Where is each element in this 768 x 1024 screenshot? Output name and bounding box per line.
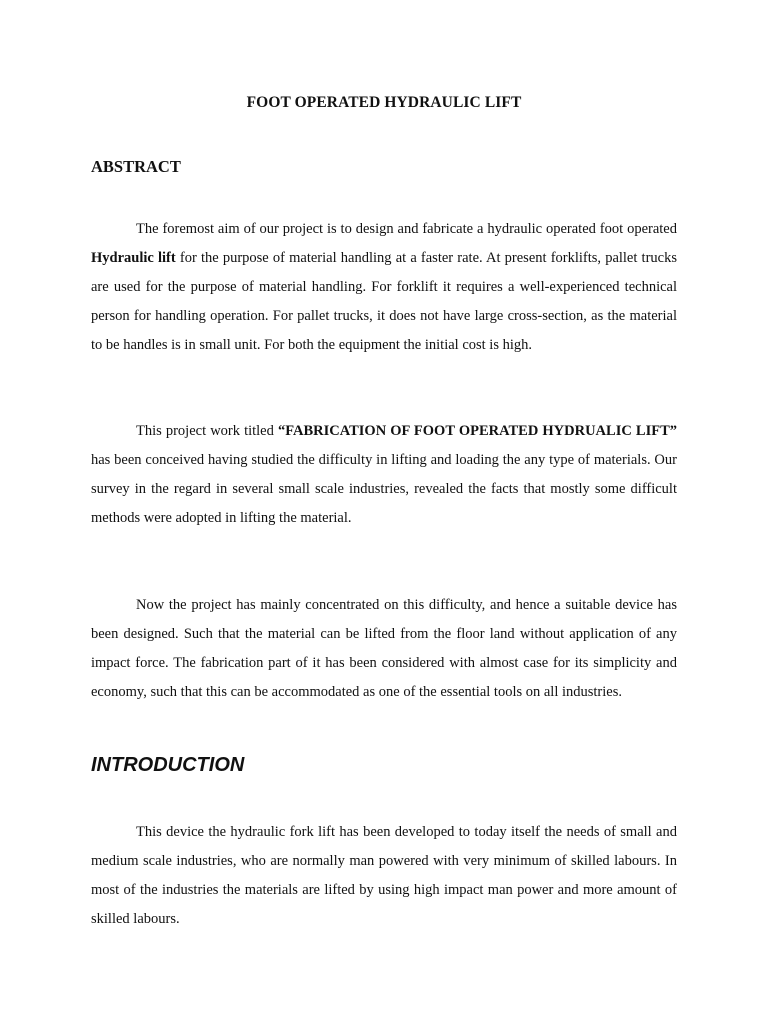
abstract-paragraph-2-text-b: has been conceived having studied the difficulty in lifting and loading the any type of materials. Our survey in the regard in several small scale industries, revealed the facts that mostly some difficult methods were adopted in lifting the material. bbox=[91, 452, 677, 526]
abstract-heading: ABSTRACT bbox=[91, 157, 181, 176]
abstract-paragraph-2-bold: “FABRICATION OF FOOT OPERATED HYDRUALIC LIFT” bbox=[277, 423, 677, 439]
abstract-paragraph-2-text-a: This project work titled bbox=[136, 423, 278, 439]
introduction-heading: INTRODUCTION bbox=[91, 754, 245, 776]
abstract-paragraph-1-bold: Hydraulic lift bbox=[91, 250, 176, 266]
abstract-paragraph-1 bbox=[91, 215, 677, 360]
document-title: FOOT OPERATED HYDRAULIC LIFT bbox=[246, 94, 522, 111]
introduction-paragraph-1: This device the hydraulic fork lift has been developed to today itself the needs of small and medium scale industries, who are normally man powered with very minimum of skilled labours. In most of the industries the materials are lifted by using high impact man power and more amount of skilled labours. bbox=[91, 824, 677, 927]
abstract-paragraph-3: Now the project has mainly concentrated on this difficulty, and hence a suitable device has been designed. Such that the material can be lifted from the floor land without application of any impact force. The fabrication part of it has been considered with almost case for its simplicity and economy, such that this can be accommodated as one of the essential tools on all industries. bbox=[91, 597, 677, 700]
abstract-paragraph-1-text-a: The foremost aim of our project is to design and fabricate a hydraulic operated foot operated bbox=[136, 221, 677, 237]
abstract-paragraph-1-text-b: for the purpose of material handling at a faster rate. At present forklifts, pallet trucks are used for the purpose of material handling. For forklift it requires a well-experienced technical person for handling operation. For pallet trucks, it does not have large cross-section, as the material to be handles is in small unit. For both the equipment the initial cost is high. bbox=[91, 250, 677, 353]
abstract-paragraph-2 bbox=[91, 417, 677, 533]
